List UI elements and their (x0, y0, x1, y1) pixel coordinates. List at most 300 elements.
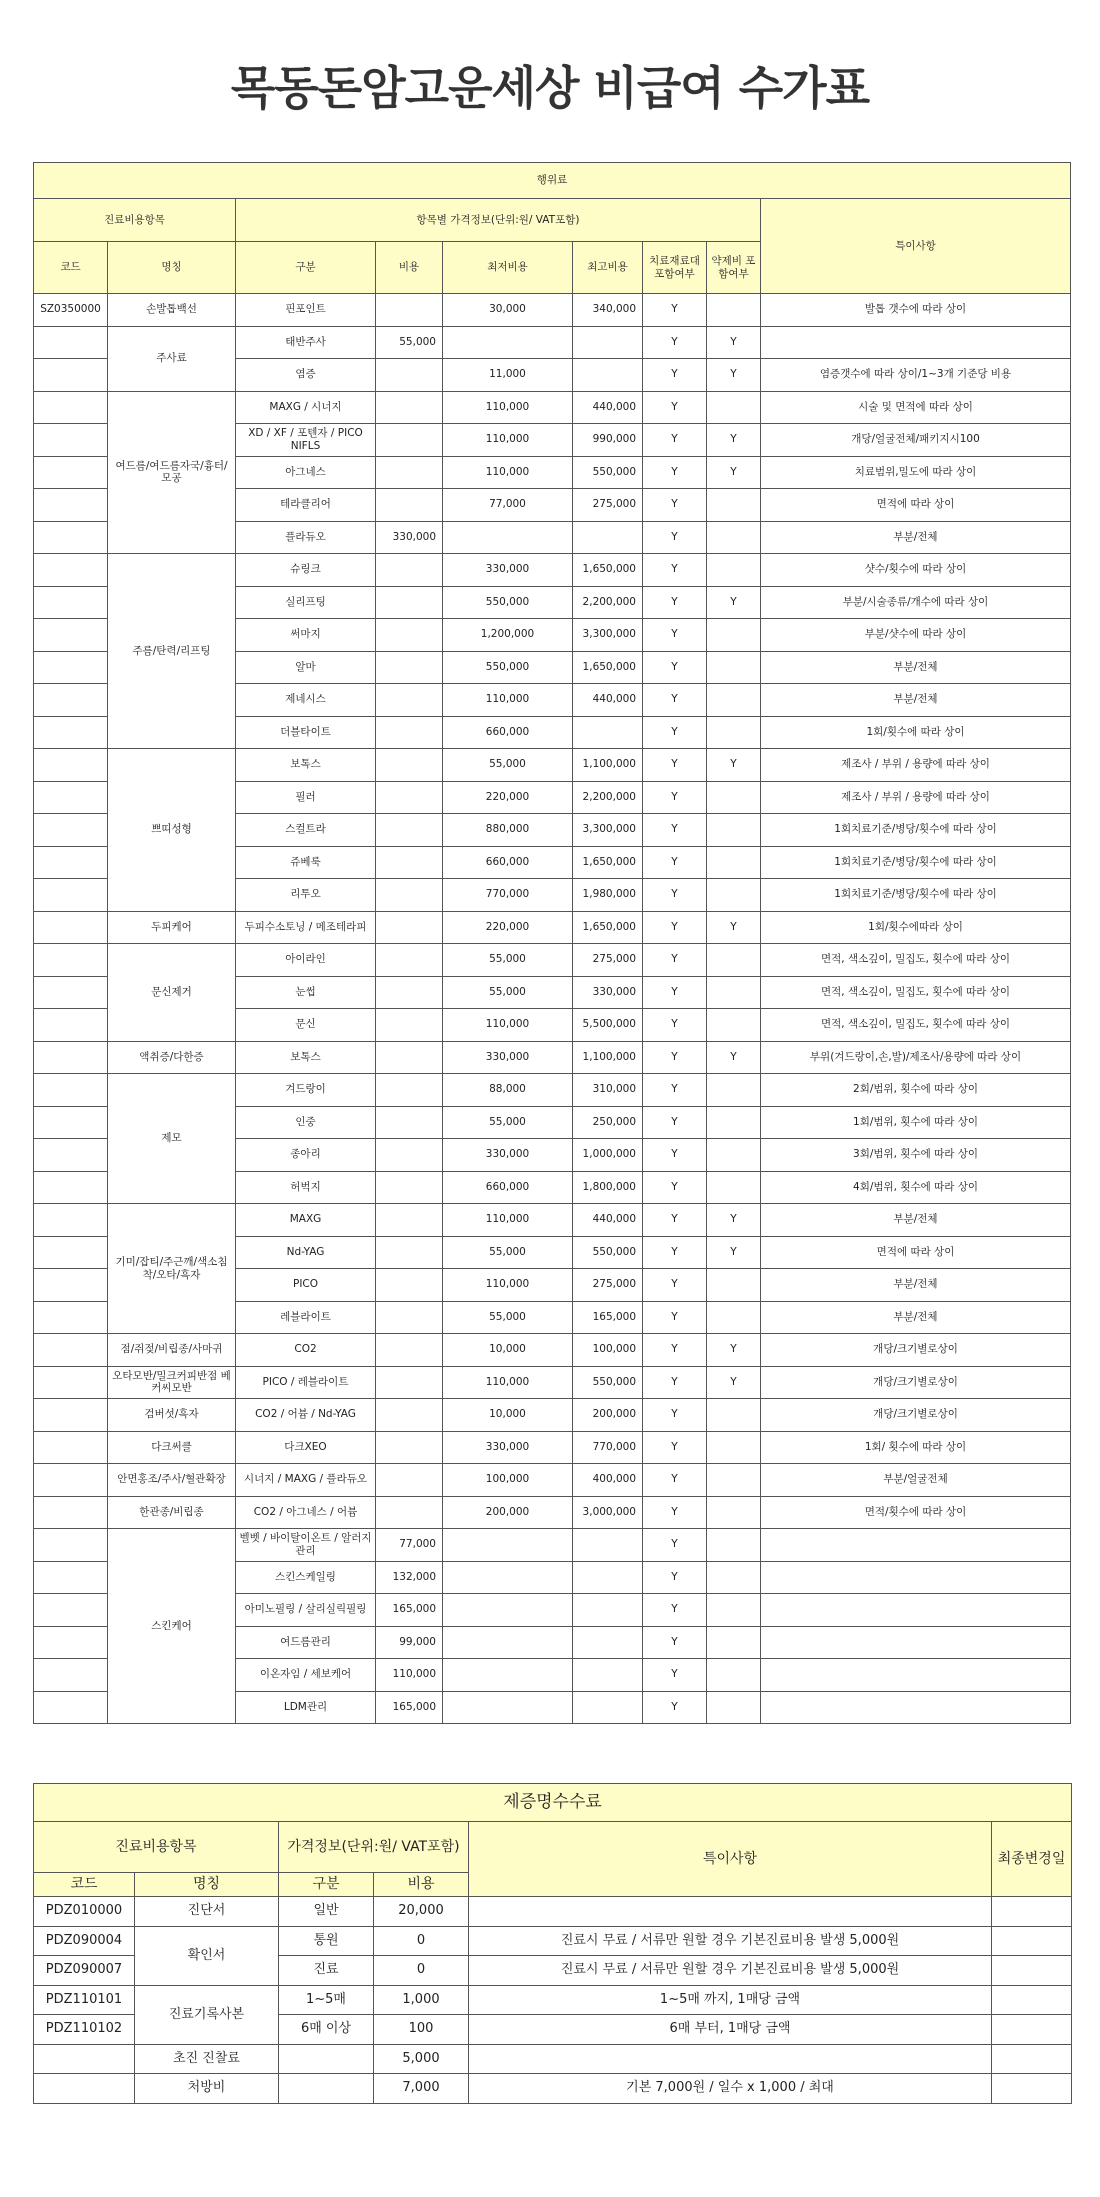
cost-cell (376, 716, 443, 749)
header-last-updated: 최종변경일 (992, 1822, 1072, 1897)
code-cell (34, 1236, 108, 1269)
drug-included-cell (707, 1659, 761, 1692)
table-row (34, 1431, 1071, 1464)
header-min-cost: 최저비용 (443, 242, 573, 294)
cost-cell (376, 1041, 443, 1074)
cost-cell: 132,000 (376, 1561, 443, 1594)
table-row (34, 1496, 1071, 1529)
min-cost-cell: 660,000 (443, 846, 573, 879)
table-row (34, 1529, 1071, 1562)
material-included-cell: Y (643, 424, 707, 457)
type-cell: 쥬베룩 (236, 846, 376, 879)
table-row (34, 1041, 1071, 1074)
min-cost-cell: 220,000 (443, 911, 573, 944)
material-included-cell: Y (643, 1626, 707, 1659)
min-cost-cell: 880,000 (443, 814, 573, 847)
code-cell (34, 879, 108, 912)
drug-included-cell (707, 1399, 761, 1432)
type-cell: 겨드랑이 (236, 1074, 376, 1107)
special-note-cell: 1회/범위, 횟수에 따라 상이 (761, 1106, 1071, 1139)
type-cell: 눈썹 (236, 976, 376, 1009)
drug-included-cell (707, 619, 761, 652)
min-cost-cell: 110,000 (443, 684, 573, 717)
code-cell (34, 1561, 108, 1594)
cost-cell: 330,000 (376, 521, 443, 554)
min-cost-cell: 1,200,000 (443, 619, 573, 652)
cost-cell (376, 846, 443, 879)
name-cell: 한관종/비립종 (108, 1496, 236, 1529)
max-cost-cell: 1,100,000 (573, 1041, 643, 1074)
special-note-cell: 부분/전체 (761, 1204, 1071, 1237)
drug-included-cell (707, 1074, 761, 1107)
table-row (34, 1985, 1072, 2015)
special-note-cell: 6매 부터, 1매당 금액 (469, 2015, 992, 2045)
material-included-cell: Y (643, 326, 707, 359)
cost-cell (376, 1301, 443, 1334)
type-cell: 여드름관리 (236, 1626, 376, 1659)
min-cost-cell: 10,000 (443, 1334, 573, 1367)
material-included-cell: Y (643, 781, 707, 814)
last-updated-cell (992, 1956, 1072, 1986)
min-cost-cell: 660,000 (443, 1171, 573, 1204)
type-cell: PICO (236, 1269, 376, 1302)
drug-included-cell (707, 489, 761, 522)
code-cell: PDZ110101 (34, 1985, 135, 2015)
type-cell: 6매 이상 (279, 2015, 374, 2045)
special-note-cell (469, 2044, 992, 2074)
max-cost-cell: 550,000 (573, 1236, 643, 1269)
drug-included-cell (707, 1301, 761, 1334)
max-cost-cell: 1,650,000 (573, 554, 643, 587)
cost-cell (376, 1464, 443, 1497)
name-cell: 기미/잡티/주근깨/색소침착/오타/흑자 (108, 1204, 236, 1334)
code-cell: PDZ090007 (34, 1956, 135, 1986)
last-updated-cell (992, 1897, 1072, 1927)
table-row (34, 2044, 1072, 2074)
type-cell: 일반 (279, 1897, 374, 1927)
min-cost-cell: 770,000 (443, 879, 573, 912)
special-note-cell: 개당/크기별로상이 (761, 1366, 1071, 1399)
drug-included-cell (707, 1496, 761, 1529)
type-cell: 필러 (236, 781, 376, 814)
special-note-cell: 1회/횟수에 따라 상이 (761, 716, 1071, 749)
material-included-cell: Y (643, 1529, 707, 1562)
special-note-cell (761, 1626, 1071, 1659)
special-note-cell: 면적에 따라 상이 (761, 1236, 1071, 1269)
type-cell: 문신 (236, 1009, 376, 1042)
max-cost-cell: 5,500,000 (573, 1009, 643, 1042)
header-special-notes: 특이사항 (469, 1822, 992, 1897)
max-cost-cell (573, 1529, 643, 1562)
min-cost-cell: 200,000 (443, 1496, 573, 1529)
type-cell: 알마 (236, 651, 376, 684)
header-type: 구분 (279, 1873, 374, 1897)
code-cell (34, 1659, 108, 1692)
material-included-cell: Y (643, 1139, 707, 1172)
special-note-cell: 진료시 무료 / 서류만 원할 경우 기본진료비용 발생 5,000원 (469, 1926, 992, 1956)
code-cell (34, 1399, 108, 1432)
cost-cell (376, 1009, 443, 1042)
code-cell (34, 1529, 108, 1562)
header-code: 코드 (34, 242, 108, 294)
code-cell (34, 1464, 108, 1497)
material-included-cell: Y (643, 976, 707, 1009)
material-included-cell: Y (643, 489, 707, 522)
table-row (34, 1399, 1071, 1432)
table-row (34, 294, 1071, 327)
drug-included-cell: Y (707, 1366, 761, 1399)
cost-cell (376, 1171, 443, 1204)
material-included-cell: Y (643, 879, 707, 912)
cost-cell (376, 294, 443, 327)
material-included-cell: Y (643, 814, 707, 847)
type-cell (279, 2044, 374, 2074)
drug-included-cell (707, 1594, 761, 1627)
header-code: 코드 (34, 1873, 135, 1897)
max-cost-cell: 3,300,000 (573, 619, 643, 652)
code-cell (34, 1301, 108, 1334)
type-cell: 벨벳 / 바이탈이온트 / 알러지관리 (236, 1529, 376, 1562)
type-cell: 레블라이트 (236, 1301, 376, 1334)
max-cost-cell (573, 359, 643, 392)
special-note-cell: 부분/전체 (761, 521, 1071, 554)
material-included-cell: Y (643, 911, 707, 944)
material-included-cell: Y (643, 359, 707, 392)
max-cost-cell (573, 326, 643, 359)
min-cost-cell: 55,000 (443, 749, 573, 782)
material-included-cell: Y (643, 1496, 707, 1529)
code-cell (34, 1626, 108, 1659)
type-cell: 보톡스 (236, 749, 376, 782)
type-cell: 종아리 (236, 1139, 376, 1172)
code-cell (34, 456, 108, 489)
cost-cell (376, 554, 443, 587)
max-cost-cell: 200,000 (573, 1399, 643, 1432)
material-included-cell: Y (643, 1334, 707, 1367)
drug-included-cell (707, 879, 761, 912)
group-header-items: 진료비용항목 (34, 1822, 279, 1873)
cost-cell (376, 391, 443, 424)
drug-included-cell (707, 716, 761, 749)
name-cell: 오타모반/밀크커피반점 베커씨모반 (108, 1366, 236, 1399)
cost-cell: 0 (374, 1956, 469, 1986)
name-cell: 안면홍조/주사/혈관확장 (108, 1464, 236, 1497)
table-row (34, 554, 1071, 587)
type-cell: 플라듀오 (236, 521, 376, 554)
type-cell: 두피수소토닝 / 메조테라피 (236, 911, 376, 944)
code-cell (34, 1204, 108, 1237)
min-cost-cell: 10,000 (443, 1399, 573, 1432)
header-cost: 비용 (374, 1873, 469, 1897)
type-cell: 핀포인트 (236, 294, 376, 327)
cost-cell (376, 814, 443, 847)
special-note-cell: 부분/전체 (761, 651, 1071, 684)
drug-included-cell: Y (707, 911, 761, 944)
cost-cell (376, 1334, 443, 1367)
last-updated-cell (992, 1926, 1072, 1956)
table-title: 행위료 (34, 163, 1071, 199)
code-cell (34, 749, 108, 782)
code-cell (34, 1496, 108, 1529)
cost-cell (376, 1074, 443, 1107)
special-note-cell (761, 326, 1071, 359)
material-included-cell: Y (643, 1691, 707, 1724)
min-cost-cell (443, 1659, 573, 1692)
drug-included-cell (707, 976, 761, 1009)
code-cell (34, 359, 108, 392)
drug-included-cell (707, 1106, 761, 1139)
drug-included-cell: Y (707, 586, 761, 619)
code-cell (34, 1366, 108, 1399)
code-cell (34, 1074, 108, 1107)
cost-cell (376, 1366, 443, 1399)
max-cost-cell (573, 1561, 643, 1594)
max-cost-cell: 1,980,000 (573, 879, 643, 912)
table-row (34, 326, 1071, 359)
code-cell (34, 1139, 108, 1172)
min-cost-cell: 77,000 (443, 489, 573, 522)
max-cost-cell: 990,000 (573, 424, 643, 457)
special-note-cell: 발톱 갯수에 따라 상이 (761, 294, 1071, 327)
table-row (34, 2074, 1072, 2104)
special-note-cell: 부위(겨드랑이,손,발)/제조사/용량에 따라 상이 (761, 1041, 1071, 1074)
drug-included-cell (707, 846, 761, 879)
code-cell (34, 814, 108, 847)
min-cost-cell: 55,000 (443, 1106, 573, 1139)
special-note-cell: 부분/시술종류/개수에 따라 상이 (761, 586, 1071, 619)
type-cell: 실리프팅 (236, 586, 376, 619)
max-cost-cell (573, 521, 643, 554)
min-cost-cell: 88,000 (443, 1074, 573, 1107)
name-cell: 제모 (108, 1074, 236, 1204)
cost-cell (376, 749, 443, 782)
special-note-cell: 제조사 / 부위 / 용량에 따라 상이 (761, 749, 1071, 782)
cost-cell: 165,000 (376, 1594, 443, 1627)
material-included-cell: Y (643, 586, 707, 619)
code-cell (34, 1691, 108, 1724)
cost-cell (376, 1431, 443, 1464)
type-cell: 아이라인 (236, 944, 376, 977)
material-included-cell: Y (643, 846, 707, 879)
drug-included-cell (707, 391, 761, 424)
cost-cell: 7,000 (374, 2074, 469, 2104)
max-cost-cell: 1,650,000 (573, 911, 643, 944)
special-note-cell: 개당/크기별로상이 (761, 1399, 1071, 1432)
special-note-cell: 1회/ 횟수에 따라 상이 (761, 1431, 1071, 1464)
code-cell (34, 424, 108, 457)
special-note-cell: 1회치료기준/병당/횟수에 따라 상이 (761, 814, 1071, 847)
certificate-fee-rows (34, 1897, 1072, 2104)
code-cell (34, 1171, 108, 1204)
header-name: 명칭 (135, 1873, 279, 1897)
cost-cell (376, 1399, 443, 1432)
cost-cell (376, 976, 443, 1009)
type-cell: 스컬트라 (236, 814, 376, 847)
code-cell (34, 781, 108, 814)
name-cell: 쁘띠성형 (108, 749, 236, 912)
min-cost-cell: 550,000 (443, 586, 573, 619)
cost-cell (376, 619, 443, 652)
max-cost-cell: 340,000 (573, 294, 643, 327)
header-name: 명칭 (108, 242, 236, 294)
cost-cell: 77,000 (376, 1529, 443, 1562)
code-cell (34, 846, 108, 879)
code-cell (34, 489, 108, 522)
min-cost-cell: 55,000 (443, 976, 573, 1009)
drug-included-cell: Y (707, 424, 761, 457)
last-updated-cell (992, 2074, 1072, 2104)
header-material-included: 치료재료대 포함여부 (643, 242, 707, 294)
name-cell: 주사료 (108, 326, 236, 391)
min-cost-cell: 30,000 (443, 294, 573, 327)
special-note-cell: 면적에 따라 상이 (761, 489, 1071, 522)
material-included-cell: Y (643, 1074, 707, 1107)
type-cell: 리투오 (236, 879, 376, 912)
name-cell: 스킨케어 (108, 1529, 236, 1724)
drug-included-cell (707, 521, 761, 554)
max-cost-cell (573, 1691, 643, 1724)
name-cell: 다크써클 (108, 1431, 236, 1464)
max-cost-cell: 550,000 (573, 1366, 643, 1399)
cost-cell (376, 879, 443, 912)
procedure-fee-rows (34, 294, 1071, 1724)
material-included-cell: Y (643, 1269, 707, 1302)
cost-cell (376, 1269, 443, 1302)
cost-cell: 99,000 (376, 1626, 443, 1659)
drug-included-cell (707, 1561, 761, 1594)
min-cost-cell (443, 1594, 573, 1627)
special-note-cell: 면적/횟수에 따라 상이 (761, 1496, 1071, 1529)
cost-cell: 110,000 (376, 1659, 443, 1692)
special-note-cell: 개당/얼굴전체/패키지시100 (761, 424, 1071, 457)
code-cell (34, 716, 108, 749)
cost-cell (376, 684, 443, 717)
special-note-cell: 염증갯수에 따라 상이/1~3개 기준당 비용 (761, 359, 1071, 392)
procedure-fee-table (33, 162, 1071, 1724)
min-cost-cell: 11,000 (443, 359, 573, 392)
material-included-cell: Y (643, 456, 707, 489)
code-cell (34, 1009, 108, 1042)
cost-cell (376, 359, 443, 392)
cost-cell: 1,000 (374, 1985, 469, 2015)
table-row (34, 391, 1071, 424)
type-cell: 염증 (236, 359, 376, 392)
drug-included-cell (707, 294, 761, 327)
min-cost-cell (443, 1529, 573, 1562)
name-cell: 점/쥐젖/비립종/사마귀 (108, 1334, 236, 1367)
max-cost-cell (573, 1594, 643, 1627)
code-cell (34, 391, 108, 424)
material-included-cell: Y (643, 1236, 707, 1269)
min-cost-cell (443, 1626, 573, 1659)
max-cost-cell: 330,000 (573, 976, 643, 1009)
max-cost-cell: 275,000 (573, 489, 643, 522)
name-cell: 진단서 (135, 1897, 279, 1927)
max-cost-cell: 440,000 (573, 684, 643, 717)
special-note-cell: 시술 및 면적에 따라 상이 (761, 391, 1071, 424)
type-cell: 1~5매 (279, 1985, 374, 2015)
drug-included-cell (707, 1139, 761, 1172)
type-cell: 스킨스케일링 (236, 1561, 376, 1594)
material-included-cell: Y (643, 651, 707, 684)
table-row (34, 1366, 1071, 1399)
special-note-cell: 면적, 색소깊이, 밀집도, 횟수에 따라 상이 (761, 1009, 1071, 1042)
min-cost-cell: 110,000 (443, 391, 573, 424)
drug-included-cell (707, 944, 761, 977)
max-cost-cell: 1,650,000 (573, 651, 643, 684)
cost-cell: 55,000 (376, 326, 443, 359)
special-note-cell: 1회/횟수에따라 상이 (761, 911, 1071, 944)
table-row (34, 944, 1071, 977)
cost-cell: 0 (374, 1926, 469, 1956)
table-row (34, 1897, 1072, 1927)
material-included-cell: Y (643, 1041, 707, 1074)
name-cell: 문신제거 (108, 944, 236, 1042)
drug-included-cell (707, 651, 761, 684)
min-cost-cell: 110,000 (443, 456, 573, 489)
material-included-cell: Y (643, 1204, 707, 1237)
material-included-cell: Y (643, 521, 707, 554)
type-cell: LDM관리 (236, 1691, 376, 1724)
header-max-cost: 최고비용 (573, 242, 643, 294)
special-note-cell: 부분/얼굴전체 (761, 1464, 1071, 1497)
max-cost-cell: 275,000 (573, 944, 643, 977)
cost-cell (376, 781, 443, 814)
min-cost-cell: 330,000 (443, 1041, 573, 1074)
table-row (34, 1334, 1071, 1367)
min-cost-cell: 550,000 (443, 651, 573, 684)
table-row (34, 911, 1071, 944)
material-included-cell: Y (643, 1106, 707, 1139)
special-note-cell: 2회/범위, 횟수에 따라 상이 (761, 1074, 1071, 1107)
max-cost-cell: 1,650,000 (573, 846, 643, 879)
header-type: 구분 (236, 242, 376, 294)
code-cell (34, 651, 108, 684)
code-cell (34, 911, 108, 944)
cost-cell (376, 424, 443, 457)
special-note-cell (761, 1691, 1071, 1724)
min-cost-cell: 110,000 (443, 424, 573, 457)
cost-cell (376, 489, 443, 522)
page-title: 목동돈암고운세상 비급여 수가표 (230, 61, 870, 115)
min-cost-cell: 55,000 (443, 1301, 573, 1334)
max-cost-cell (573, 1626, 643, 1659)
type-cell: 진료 (279, 1956, 374, 1986)
type-cell: 제네시스 (236, 684, 376, 717)
code-cell (34, 1594, 108, 1627)
material-included-cell: Y (643, 294, 707, 327)
min-cost-cell: 110,000 (443, 1366, 573, 1399)
name-cell: 손발톱백선 (108, 294, 236, 327)
max-cost-cell: 310,000 (573, 1074, 643, 1107)
drug-included-cell (707, 1009, 761, 1042)
cost-cell (376, 911, 443, 944)
cost-cell: 5,000 (374, 2044, 469, 2074)
type-cell: XD / XF / 포텐자 / PICO NIFLS (236, 424, 376, 457)
material-included-cell: Y (643, 1431, 707, 1464)
max-cost-cell: 165,000 (573, 1301, 643, 1334)
last-updated-cell (992, 2044, 1072, 2074)
type-cell: 인중 (236, 1106, 376, 1139)
cost-cell (376, 586, 443, 619)
material-included-cell: Y (643, 1009, 707, 1042)
min-cost-cell: 660,000 (443, 716, 573, 749)
header-cost: 비용 (376, 242, 443, 294)
drug-included-cell (707, 1269, 761, 1302)
name-cell: 진료기록사본 (135, 1985, 279, 2044)
table-row (34, 1464, 1071, 1497)
code-cell: PDZ010000 (34, 1897, 135, 1927)
